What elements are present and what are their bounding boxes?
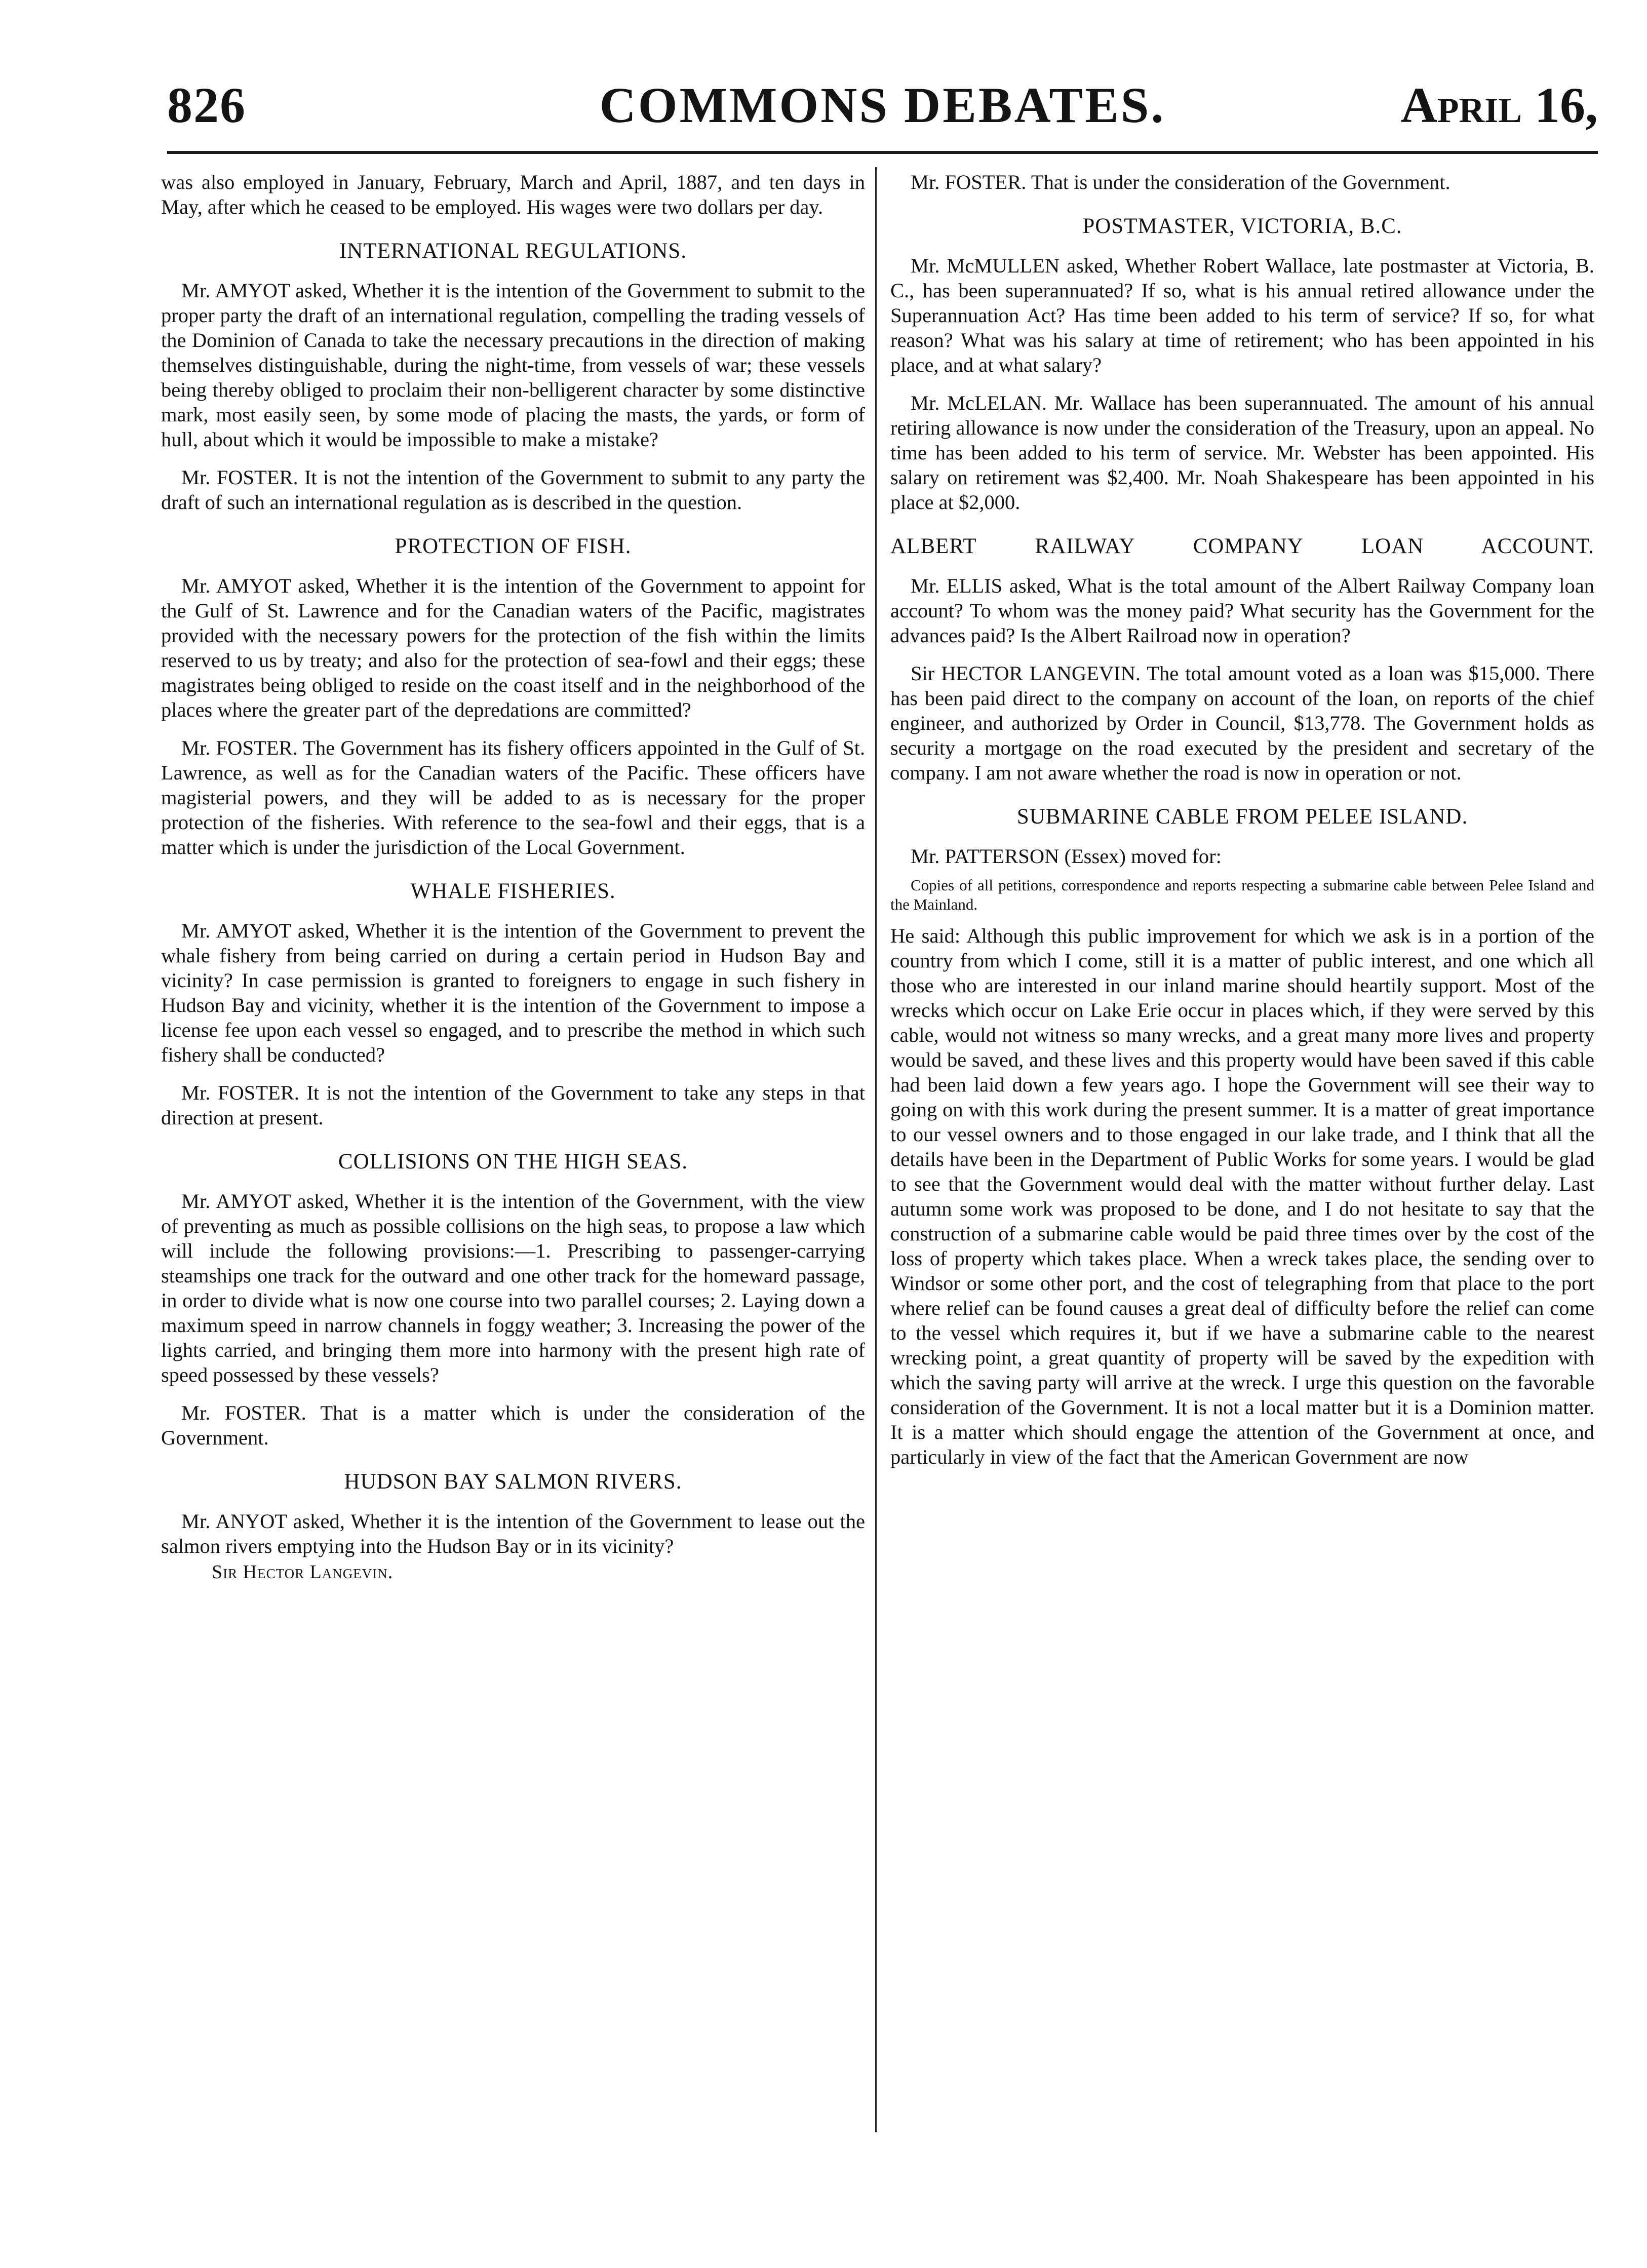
speaker-name: Mr. FOSTER. (181, 1081, 299, 1104)
question-paragraph (161, 278, 865, 452)
continuation-paragraph: was also employed in January, February, March and April, 1887, and ten days in May, after which he ceased to be employed. His wages were two dollars per day. (161, 171, 865, 218)
motion-intro (890, 844, 1594, 869)
motion-text: Copies of all petitions, correspondence and reports respecting a submarine cable between Pelee Island and the Mainland. (890, 876, 1594, 913)
speaker-name: Mr. McLELAN. (911, 392, 1047, 414)
answer-text: The Government has its fishery officers appointed in the Gulf of St. Lawrence, as well as for the Canadian waters of the Pacific. These officers have magisterial powers, and they will be added to as is necessary for the proper protection of the fisheries. With reference to the sea-fowl and their eggs, that is a matter which is under the jurisdiction of the Local Government. (161, 736, 865, 858)
motion-intro-text: moved for: (1131, 845, 1222, 868)
page-title: COMMONS DEBATES. (599, 77, 1166, 133)
answer-paragraph (890, 170, 1594, 194)
speaker-name: Mr. FOSTER. (181, 1401, 306, 1424)
signature-speaker: Sir Hector Langevin. (212, 1561, 394, 1583)
answer-paragraph (161, 1400, 865, 1450)
answer-paragraph (161, 465, 865, 515)
page-header (167, 76, 1598, 147)
header-rule (167, 151, 1598, 154)
question-text: asked, Whether it is the intention of the Government to appoint for the Gulf of St. Lawrence and for the Canadian waters of the Pacific, magistrates provided with the necessary powers for the protection of the fish within the limits reserved to us by treaty; and also for the protection of sea-fowl and their eggs; these magistrates being obliged to reside on the coast itself and in the neighborhood of the places where the greater part of the depredations are committed? (161, 574, 865, 721)
speaker-name: Mr. ANYOT (181, 1510, 287, 1533)
page-date (1401, 76, 1598, 134)
question-paragraph (890, 573, 1594, 648)
question-text: asked, What is the total amount of the Albert Railway Company loan account? To whom was the money paid? What security has the Government for the advances paid? Is the Albert Railroad now in operation? (890, 574, 1594, 647)
question-text: asked, Whether it is the intention of the Government to lease out the salmon rivers emptying into the Hudson Bay or in its vicinity? (161, 1510, 865, 1557)
speaker-name: Mr. FOSTER. (181, 466, 298, 489)
speaker-name: Mr. PATTERSON (Essex) (911, 845, 1126, 868)
section-heading-collisions-high-seas: COLLISIONS ON THE HIGH SEAS. (338, 1150, 688, 1174)
speaker-name: Mr. FOSTER. (181, 736, 298, 759)
left-column (161, 170, 865, 2145)
section-heading-postmaster-victoria: POSTMASTER, VICTORIA, B.C. (1082, 214, 1402, 238)
page-date-text: April 16, (1400, 77, 1598, 133)
answer-text: It is not the intention of the Government to submit to any party the draft of such an international regulation as is described in the question. (161, 466, 865, 514)
speaker-name: Mr. ELLIS (911, 574, 1003, 597)
speaker-name: Mr. AMYOT (181, 574, 291, 597)
section-heading-protection-of-fish: PROTECTION OF FISH. (395, 534, 632, 558)
question-paragraph (161, 1189, 865, 1387)
answer-paragraph (161, 735, 865, 859)
section-heading-albert-railway: ALBERT RAILWAY COMPANY LOAN ACCOUNT. (890, 534, 1594, 558)
answer-paragraph (890, 390, 1594, 515)
speaker-name: Mr. FOSTER. (911, 171, 1027, 193)
answer-paragraph (161, 1080, 865, 1130)
answer-text: The total amount voted as a loan was $15,000. There has been paid direct to the company on account of the loan, on reports of the chief engineer, and authorized by Order in Council, $13,778. The Government holds as security a mortgage on the road executed by the president and secretary of the company. I am not aware whether the road is now in operation or not. (890, 662, 1594, 784)
speaker-name: Mr. McMULLEN (911, 254, 1060, 277)
section-heading-submarine-cable: SUBMARINE CABLE FROM PELEE ISLAND. (1016, 805, 1468, 829)
question-paragraph (890, 253, 1594, 377)
speaker-name: Mr. AMYOT (181, 919, 291, 942)
answer-text: That is under the consideration of the Government. (1031, 171, 1450, 193)
question-paragraph (161, 1509, 865, 1558)
question-paragraph (161, 918, 865, 1067)
page-number: 826 (167, 77, 246, 133)
answer-text: That is a matter which is under the consideration of the Government. (161, 1401, 865, 1449)
speech-paragraph: He said: Although this public improvement for which we ask is in a portion of the country from which I come, still it is a matter of public interest, and one which all those who are interested in our inland marine should heartily support. Most of the wrecks which occur on Lake Erie occur in places which, if they were served by this cable, would not witness so many wrecks, and a great many more lives and property would be saved, and these lives and this property would have been saved if this cable had been laid down a few years ago. I hope the Government will see their way to going on with this work during the present summer. It is a matter of great importance to our vessel owners and to those engaged in our lake trade, and I think that all the details have been in the Department of Public Works for some years. I would be glad to see that the Government would deal with the matter without further delay. Last autumn some work was proposed to be done, and I do not hesitate to say that the construction of a submarine cable would be paid three times over by the cost of the loss of property which takes place. When a wreck takes place, the sending over to Windsor or some other port, and the cost of telegraphing from that place to the port where relief can be found causes a great deal of difficulty before the relief can come to the vessel which requires it, but if we have a submarine cable to the nearest wrecking point, a great quantity of property will be saved by the expedition with which the saving party will arrive at the wreck. I urge this question on the favorable consideration of the Government. It is not a local matter but it is a Dominion matter. It is a matter which should engage the attention of the Government at once, and particularly in view of the fact that the American Government are now (890, 924, 1594, 1468)
speaker-name: Mr. AMYOT (181, 279, 290, 302)
question-paragraph (161, 573, 865, 722)
answer-text: Mr. Wallace has been superannuated. The amount of his annual retiring allowance is now under the consideration of the Treasury, upon an appeal. No time has been added to his term of service. Mr. Webster has been appointed. His salary on retirement was $2,400. Mr. Noah Shakespeare has been appointed in his place at $2,000. (890, 392, 1594, 514)
question-text: asked, Whether Robert Wallace, late postmaster at Victoria, B. C., has been superannuated? If so, what is his annual retired allowance under the Superannuation Act? Has time been added to his term of service? If so, for what reason? What was his salary at time of retirement; who has been appointed in his place, and at what salary? (890, 254, 1594, 376)
question-text: asked, Whether it is the intention of the Government to prevent the whale fishery from being carried on during a certain period in Hudson Bay and vicinity? In case permission is granted to foreigners to engage in such fishery in Hudson Bay and vicinity, whether it is the intention of the Government to impose a license fee upon each vessel so engaged, and to prescribe the method in which such fishery shall be conducted? (161, 919, 865, 1066)
right-column (890, 170, 1594, 2145)
section-heading-hudson-bay-salmon: HUDSON BAY SALMON RIVERS. (344, 1470, 682, 1494)
column-divider (875, 167, 877, 2132)
question-text: asked, Whether it is the intention of the Government, with the view of preventing as much as possible collisions on the high seas, to propose a law which will include the following provisions:—1. Prescribing to passenger-carrying steamships one track for the outward and one other track for the homeward passage, in order to divide what is now one course into two parallel courses; 2. Laying down a maximum speed in narrow channels in foggy weather; 3. Increasing the power of the lights carried, and bringing them more into harmony with the present high rate of speed possessed by these vessels? (161, 1190, 865, 1386)
section-heading-international-regulations: INTERNATIONAL REGULATIONS. (339, 239, 687, 263)
section-heading-whale-fisheries: WHALE FISHERIES. (410, 879, 616, 903)
speaker-name: Mr. AMYOT (181, 1190, 291, 1213)
answer-text: It is not the intention of the Government to take any steps in that direction at present. (161, 1081, 865, 1129)
speaker-name: Sir HECTOR LANGEVIN. (911, 662, 1141, 685)
question-text: asked, Whether it is the intention of the Government to submit to the proper party the draft of an international regulation, compelling the trading vessels of the Dominion of Canada to take the necessary precautions in the direction of making themselves distinguishable, during the night-time, from vessels of war; these vessels being thereby obliged to proclaim their non-belligerent character by some distinctive mark, most easily seen, by some mode of placing the masts, the yards, or form of hull, about which it would be impossible to make a mistake? (161, 279, 865, 451)
answer-paragraph (890, 661, 1594, 785)
